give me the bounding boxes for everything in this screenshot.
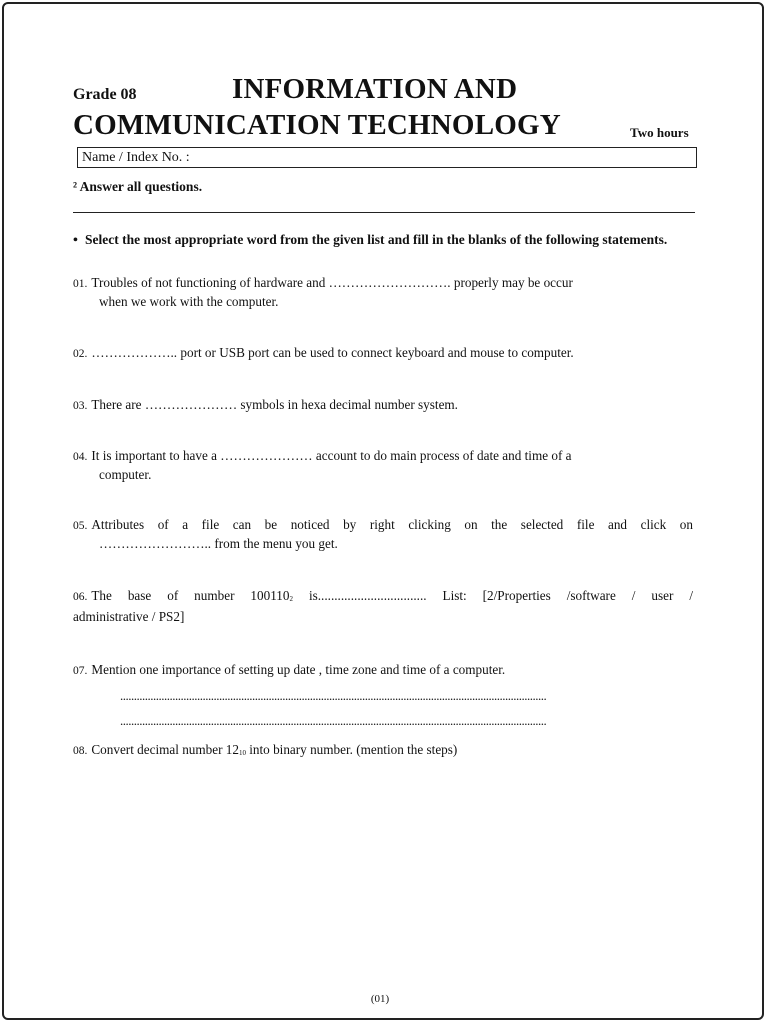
- base-subscript: 10: [238, 749, 246, 757]
- section-instruction: [73, 231, 693, 250]
- question-number: 03.: [73, 400, 88, 412]
- question-text: ……………….. port or USB port can be used to connect keyboard and mouse to computer.: [91, 345, 574, 360]
- question-number: 08.: [73, 745, 88, 757]
- question-number: 04.: [73, 451, 88, 463]
- question-continuation: administrative / PS2]: [73, 609, 185, 624]
- name-index-label: Name / Index No. :: [82, 150, 190, 165]
- exam-duration: Two hours: [630, 125, 689, 140]
- question-05: [73, 516, 693, 553]
- question-08: [73, 741, 693, 762]
- question-continuation: when we work with the computer.: [99, 294, 279, 309]
- question-01: [73, 274, 693, 311]
- question-number: 07.: [73, 665, 88, 677]
- header-divider: [73, 212, 695, 213]
- question-03: [73, 396, 693, 415]
- question-text-post: is................................. List: [2/Properties /software / user /: [293, 588, 693, 603]
- subject-title-line1: INFORMATION AND: [232, 73, 518, 105]
- answer-line[interactable]: ...........................................................................................................................................................: [120, 688, 547, 703]
- question-continuation: computer.: [99, 467, 152, 482]
- question-text: Mention one importance of setting up date , time zone and time of a computer.: [91, 662, 506, 677]
- question-text: Attributes of a file can be noticed by right clicking on the selected file and click on: [91, 517, 693, 532]
- base-subscript: 2: [289, 595, 293, 603]
- answer-line[interactable]: ...........................................................................................................................................................: [120, 713, 547, 728]
- question-text: There are ………………… symbols in hexa decimal number system.: [91, 397, 458, 412]
- question-04: [73, 447, 693, 484]
- subject-title-line2: COMMUNICATION TECHNOLOGY: [73, 109, 561, 141]
- question-continuation: …………………….. from the menu you get.: [99, 536, 338, 551]
- general-instruction: ² Answer all questions.: [73, 179, 203, 194]
- question-text-pre: The base of number 100110: [91, 588, 290, 603]
- question-text-pre: Convert decimal number 12: [91, 742, 239, 757]
- bullet-icon: •: [73, 233, 78, 248]
- name-index-field[interactable]: [77, 147, 697, 168]
- question-02: [73, 344, 693, 363]
- question-06: [73, 587, 693, 626]
- section-instruction-text: Select the most appropriate word from the given list and fill in the blanks of the following statements.: [85, 232, 668, 247]
- page-number: (01): [370, 993, 390, 1005]
- question-07: [73, 661, 693, 680]
- question-number: 05.: [73, 520, 88, 532]
- question-number: 02.: [73, 348, 88, 360]
- grade-label: Grade 08: [73, 86, 137, 103]
- question-text: Troubles of not functioning of hardware and ………………………. properly may be occur: [91, 275, 573, 290]
- question-text-post: into binary number. (mention the steps): [245, 742, 458, 757]
- question-number: 06.: [73, 591, 88, 603]
- question-text: It is important to have a ………………… account to do main process of date and time of a: [91, 448, 572, 463]
- question-number: 01.: [73, 278, 88, 290]
